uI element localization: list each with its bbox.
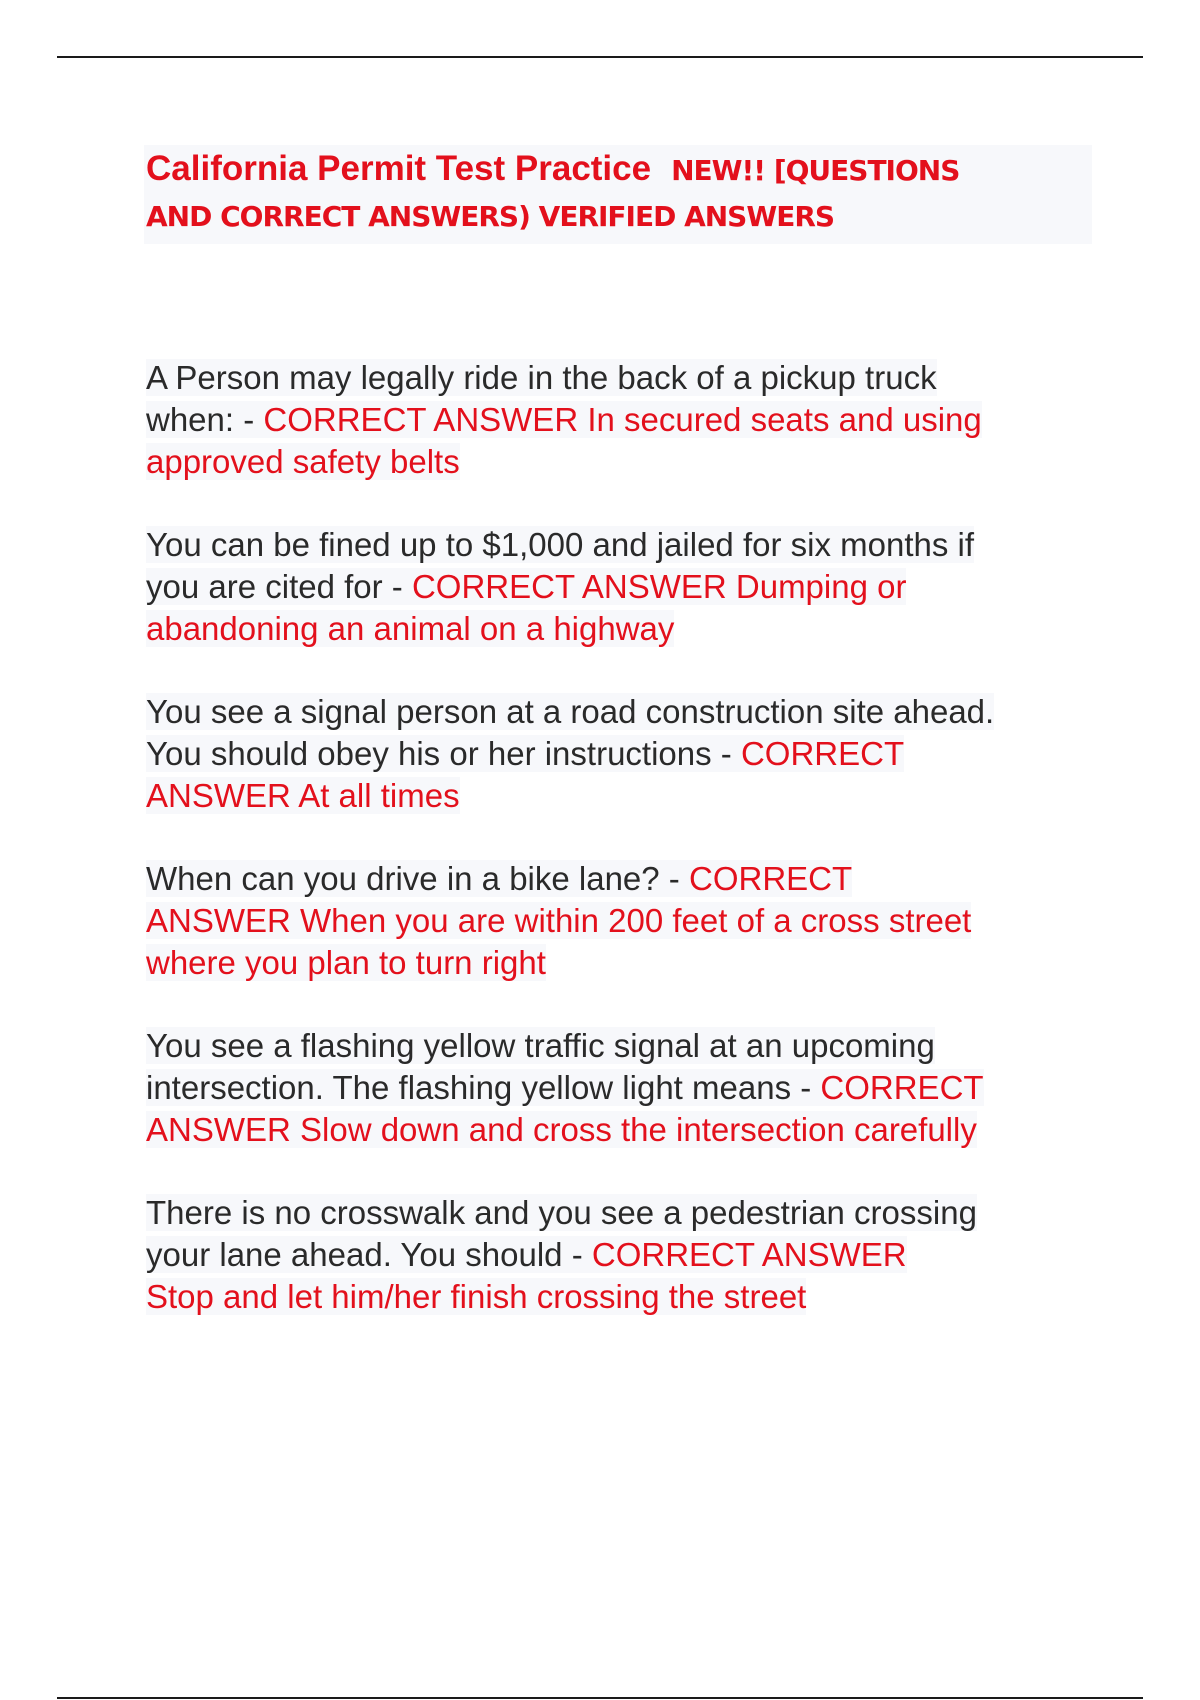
answer-text: approved safety belts [146, 443, 460, 480]
answer-text: CORRECT ANSWER Dumping or [411, 568, 907, 605]
question-text: you are cited for - [146, 568, 412, 605]
question-text: You see a flashing yellow traffic signal at an upcoming [146, 1027, 935, 1064]
qa-line [146, 1192, 1106, 1234]
qa-line [146, 691, 1106, 733]
answer-text: where you plan to turn right [146, 944, 546, 981]
qa-item [146, 691, 1106, 817]
qa-item [146, 858, 1106, 984]
answer-text: ANSWER At all times [146, 777, 460, 814]
question-answer-list [146, 357, 1106, 1318]
qa-line [146, 775, 1106, 817]
qa-line [146, 1025, 1106, 1067]
qa-line [146, 441, 1106, 483]
qa-line [146, 858, 1106, 900]
question-text: When can you drive in a bike lane? - [146, 860, 689, 897]
qa-line [146, 1276, 1106, 1318]
question-text: your lane ahead. You should - [146, 1236, 592, 1273]
answer-text: CORRECT [740, 735, 905, 772]
qa-line [146, 1067, 1106, 1109]
answer-text: ANSWER Slow down and cross the intersection carefully [146, 1111, 977, 1148]
qa-line [146, 942, 1106, 984]
qa-line [146, 399, 1106, 441]
answer-text: CORRECT [688, 860, 853, 897]
title-sub-line-1: NEW!! [QUESTIONS [671, 154, 960, 187]
bottom-rule [57, 1697, 1143, 1699]
title-line-1 [146, 149, 959, 189]
question-text: You can be fined up to $1,000 and jailed for six months if [146, 526, 975, 563]
qa-line [146, 357, 1106, 399]
answer-text: abandoning an animal on a highway [146, 610, 675, 647]
answer-text: CORRECT ANSWER [591, 1236, 907, 1273]
question-text: You see a signal person at a road construction site ahead. [146, 693, 995, 730]
qa-line [146, 900, 1106, 942]
qa-line [146, 566, 1106, 608]
top-rule [57, 56, 1143, 58]
qa-item [146, 1192, 1106, 1318]
qa-line [146, 608, 1106, 650]
qa-line [146, 1109, 1106, 1151]
qa-item [146, 524, 1106, 650]
question-text: You should obey his or her instructions - [146, 735, 741, 772]
answer-text: CORRECT ANSWER In secured seats and using [263, 401, 982, 438]
answer-text: ANSWER When you are within 200 feet of a cross street [146, 902, 972, 939]
answer-text: Stop and let him/her finish crossing the street [146, 1278, 807, 1315]
qa-line [146, 733, 1106, 775]
question-text: when: - [146, 401, 264, 438]
qa-item [146, 357, 1106, 483]
document-title [144, 145, 1092, 244]
title-line-2 [146, 200, 834, 233]
qa-line [146, 524, 1106, 566]
qa-item [146, 1025, 1106, 1151]
qa-line [146, 1234, 1106, 1276]
answer-text: CORRECT [820, 1069, 984, 1106]
question-text: intersection. The flashing yellow light means - [146, 1069, 821, 1106]
question-text: A Person may legally ride in the back of a pickup truck [146, 359, 937, 396]
question-text: There is no crosswalk and you see a pedestrian crossing [146, 1194, 977, 1231]
title-main: California Permit Test Practice [146, 149, 652, 188]
title-sub-line-2: AND CORRECT ANSWERS) VERIFIED ANSWERS [146, 200, 835, 233]
